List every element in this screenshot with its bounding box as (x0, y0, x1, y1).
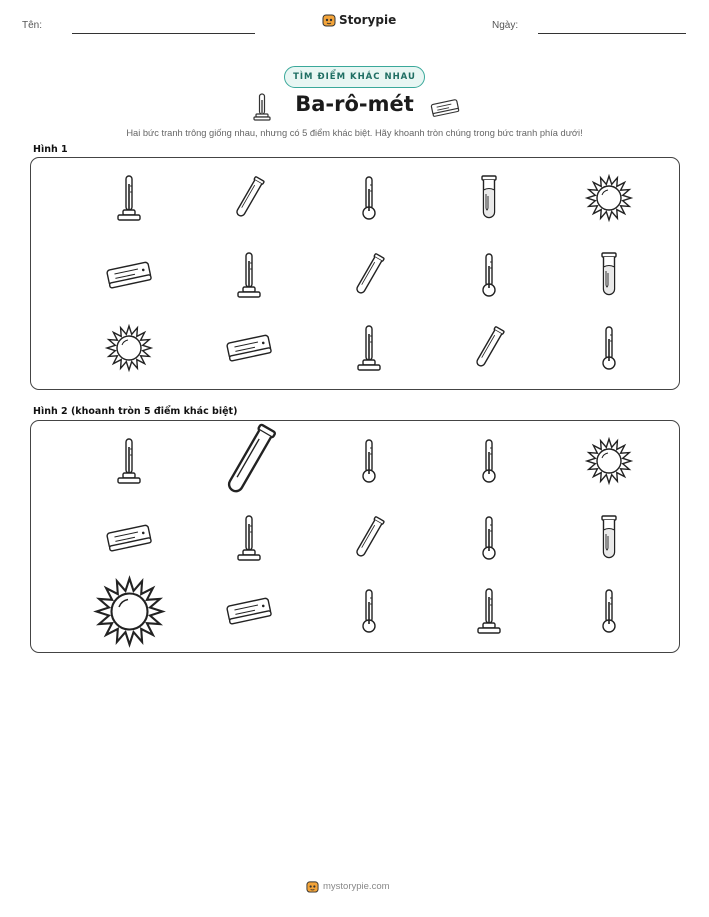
storypie-mascot-icon (306, 880, 319, 893)
thermometer-icon (359, 588, 379, 634)
picture-cell (69, 163, 189, 233)
name-label: Tên: (22, 20, 43, 31)
picture-2-panel[interactable] (30, 420, 680, 653)
picture-cell (429, 163, 549, 233)
footer-site: mystorypie.com (323, 881, 390, 892)
barometer-plate-icon (105, 260, 153, 290)
barometer-plate-icon (225, 596, 273, 626)
test-tube-icon (234, 174, 264, 222)
brand-name: Storypie (339, 13, 397, 27)
picture-cell[interactable] (69, 503, 189, 573)
picture-cell (429, 313, 549, 383)
thermometer-stand-icon (356, 324, 382, 372)
test-tube-icon (354, 251, 384, 299)
picture-cell (189, 163, 309, 233)
picture-cell (69, 240, 189, 310)
picture-cell (309, 240, 429, 310)
thermometer-stand-icon (116, 174, 142, 222)
thermometer-stand-icon (476, 587, 502, 635)
picture-cell[interactable] (549, 426, 669, 496)
picture-2-label: Hình 2 (khoanh tròn 5 điểm khác biệt) (33, 406, 238, 417)
footer (306, 880, 390, 893)
thermometer-stand-icon (236, 251, 262, 299)
picture-cell[interactable] (429, 503, 549, 573)
picture-cell (549, 313, 669, 383)
thermometer-icon (359, 438, 379, 484)
test-tube-liquid-icon (478, 174, 500, 222)
picture-cell (189, 240, 309, 310)
thermometer-stand-icon (116, 437, 142, 485)
sun-icon (586, 438, 632, 484)
picture-cell (549, 163, 669, 233)
thermometer-icon (479, 252, 499, 298)
thermometer-icon (479, 515, 499, 561)
picture-cell[interactable] (309, 576, 429, 646)
date-write-line[interactable] (538, 33, 686, 34)
thermometer-icon (599, 588, 619, 634)
picture-1-panel (30, 157, 680, 390)
sun-icon (106, 325, 152, 371)
picture-cell[interactable] (549, 576, 669, 646)
picture-cell[interactable] (309, 503, 429, 573)
test-tube-liquid-icon (598, 514, 620, 562)
sun-icon (95, 577, 164, 646)
picture-cell[interactable] (69, 426, 189, 496)
barometer-plate-icon (430, 98, 460, 118)
picture-cell (309, 313, 429, 383)
thermometer-stand-icon (236, 514, 262, 562)
thermometer-icon (359, 175, 379, 221)
picture-cell[interactable] (189, 503, 309, 573)
instructions: Hai bức tranh trông giống nhau, nhưng có 5 điểm khác biệt. Hãy khoanh tròn chúng trong bức tranh phía dưới! (126, 128, 583, 138)
picture-cell (429, 240, 549, 310)
picture-cell[interactable] (429, 576, 549, 646)
test-tube-icon (474, 324, 504, 372)
picture-cell[interactable] (189, 426, 309, 496)
thermometer-icon (479, 438, 499, 484)
picture-cell (189, 313, 309, 383)
picture-cell[interactable] (309, 426, 429, 496)
test-tube-icon (354, 514, 384, 562)
picture-cell[interactable] (69, 576, 189, 646)
picture-cell (309, 163, 429, 233)
test-tube-icon (224, 420, 275, 502)
thermometer-icon (599, 325, 619, 371)
barometer-plate-icon (105, 523, 153, 553)
picture-cell (549, 240, 669, 310)
picture-cell[interactable] (549, 503, 669, 573)
name-write-line[interactable] (72, 33, 255, 34)
picture-cell[interactable] (429, 426, 549, 496)
sun-icon (586, 175, 632, 221)
storypie-mascot-icon (322, 13, 336, 27)
date-label: Ngày: (492, 20, 519, 31)
page-title: Ba-rô-mét (295, 92, 414, 116)
test-tube-liquid-icon (598, 251, 620, 299)
activity-tag: TÌM ĐIỂM KHÁC NHAU (284, 66, 425, 88)
picture-cell (69, 313, 189, 383)
brand-logo (322, 13, 396, 27)
picture-cell[interactable] (189, 576, 309, 646)
picture-1-label: Hình 1 (33, 144, 68, 155)
title-row (0, 92, 709, 124)
barometer-plate-icon (225, 333, 273, 363)
